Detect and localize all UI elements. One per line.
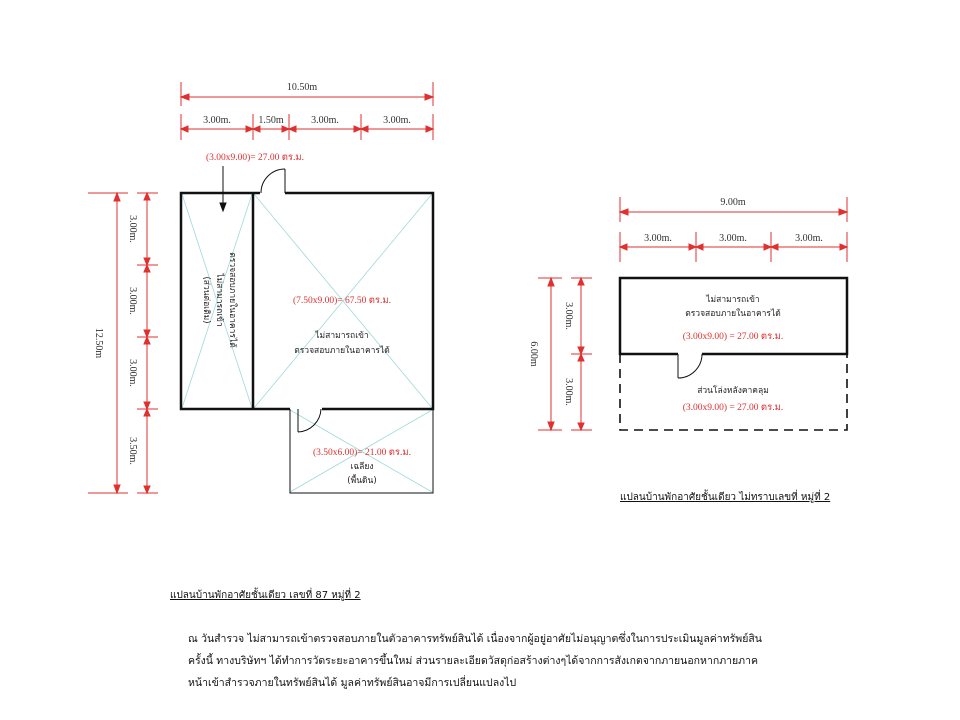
plan1-left-seg-2: 3.00m. bbox=[127, 287, 138, 315]
plan1-left-room-area: (3.00x9.00)= 27.00 ตร.ม. bbox=[205, 153, 305, 163]
plan1-leader bbox=[220, 166, 226, 211]
note-line-2: ครั้งนี้ ทางบริษัทฯ ได้ทำการวัดระยะอาคารขึ้นใหม่ ส่วนรายละเอียดวัสดุก่อสร้างต่างๆได้จากการสังเกตจากภายนอกหากภายภาค bbox=[188, 655, 759, 667]
plan1-total-depth: 12.50m bbox=[93, 327, 104, 359]
plan1-main-room-label-2: ตรวจสอบภายในอาคารได้ bbox=[294, 346, 390, 356]
plan1-left-seg-1: 3.00m. bbox=[127, 215, 138, 243]
plan1-door-top bbox=[261, 169, 285, 193]
plan2-top-seg-2: 3.00m. bbox=[719, 233, 747, 244]
plan1-left-room-label-2: ไม่สามารถเข้า bbox=[214, 273, 224, 327]
plan2-top-seg-3: 3.00m. bbox=[795, 233, 823, 244]
plan2-roof-label: ส่วนโล่งหลังคาคลุม bbox=[697, 386, 769, 396]
plan1-caption: แปลนบ้านพักอาศัยชั้นเดียว เลขที่ 87 หมู่ที่ 2 bbox=[170, 590, 361, 601]
plan1-total-width: 10.50m bbox=[286, 82, 318, 93]
plan2-left-dimension bbox=[538, 278, 592, 430]
plan2-caption: แปลนบ้านพักอาศัยชั้นเดียว ไม่ทราบเลขที่ หมู่ที่ 2 bbox=[620, 492, 831, 503]
plan1-door-porch bbox=[298, 409, 321, 432]
plan-1 bbox=[88, 82, 433, 601]
plan2-room-label-1: ไม่สามารถเข้า bbox=[706, 295, 760, 305]
plan2-left-seg-1: 3.00m. bbox=[563, 302, 574, 330]
plan1-top-seg-3: 3.00m. bbox=[311, 115, 339, 126]
plan2-total-width: 9.00m bbox=[720, 197, 746, 208]
plan1-left-seg-4: 3.50m. bbox=[127, 437, 138, 465]
plan1-main-room-area: (7.50x9.00)= 67.50 ตร.ม. bbox=[292, 296, 392, 306]
survey-note bbox=[188, 628, 828, 694]
plan1-porch-label-2: (พื้นดิน) bbox=[347, 476, 377, 486]
plan2-total-depth: 6.00m bbox=[528, 341, 539, 367]
plan1-top-seg-4: 3.00m. bbox=[383, 115, 411, 126]
plan2-top-seg-1: 3.00m. bbox=[644, 233, 672, 244]
plan1-top-seg-1: 3.00m. bbox=[203, 115, 231, 126]
plan1-main-room-label-1: ไม่สามารถเข้า bbox=[315, 331, 369, 341]
plan1-porch-area: (3.50x6.00)= 21.00 ตร.ม. bbox=[312, 448, 412, 458]
plan2-room-label-2: ตรวจสอบภายในอาคารได้ bbox=[685, 309, 781, 319]
plan1-left-seg-3: 3.00m. bbox=[127, 359, 138, 387]
note-line-3: หน้าเข้าสำรวจภายในทรัพย์สินได้ มูลค่าทรัพย์สินอาจมีการเปลี่ยนแปลงไป bbox=[188, 677, 517, 689]
plan2-roof-area: (3.00x9.00) = 27.00 ตร.ม. bbox=[682, 403, 784, 413]
plan2-room-area: (3.00x9.00) = 27.00 ตร.ม. bbox=[682, 332, 784, 342]
plan1-left-room-label-1: (ส่วนต่อเติม) bbox=[201, 276, 211, 324]
plan1-porch-label-1: เฉลียง bbox=[350, 462, 374, 472]
plan2-door bbox=[678, 354, 702, 378]
plan2-left-seg-2: 3.00m. bbox=[563, 378, 574, 406]
plan-2 bbox=[528, 197, 847, 503]
note-line-1: ณ วันสำรวจ ไม่สามารถเข้าตรวจสอบภายในตัวอาคารทรัพย์สินได้ เนื่องจากผู้อยู่อาศัยไม่อนุญาตซึ่งในการประเมินมูลค่าทรัพย์สิน bbox=[188, 633, 762, 645]
plan1-top-seg-2: 1.50m bbox=[258, 115, 284, 126]
plan1-left-room-label-3: ตรวจสอบภายในอาคารได้ bbox=[227, 252, 237, 348]
